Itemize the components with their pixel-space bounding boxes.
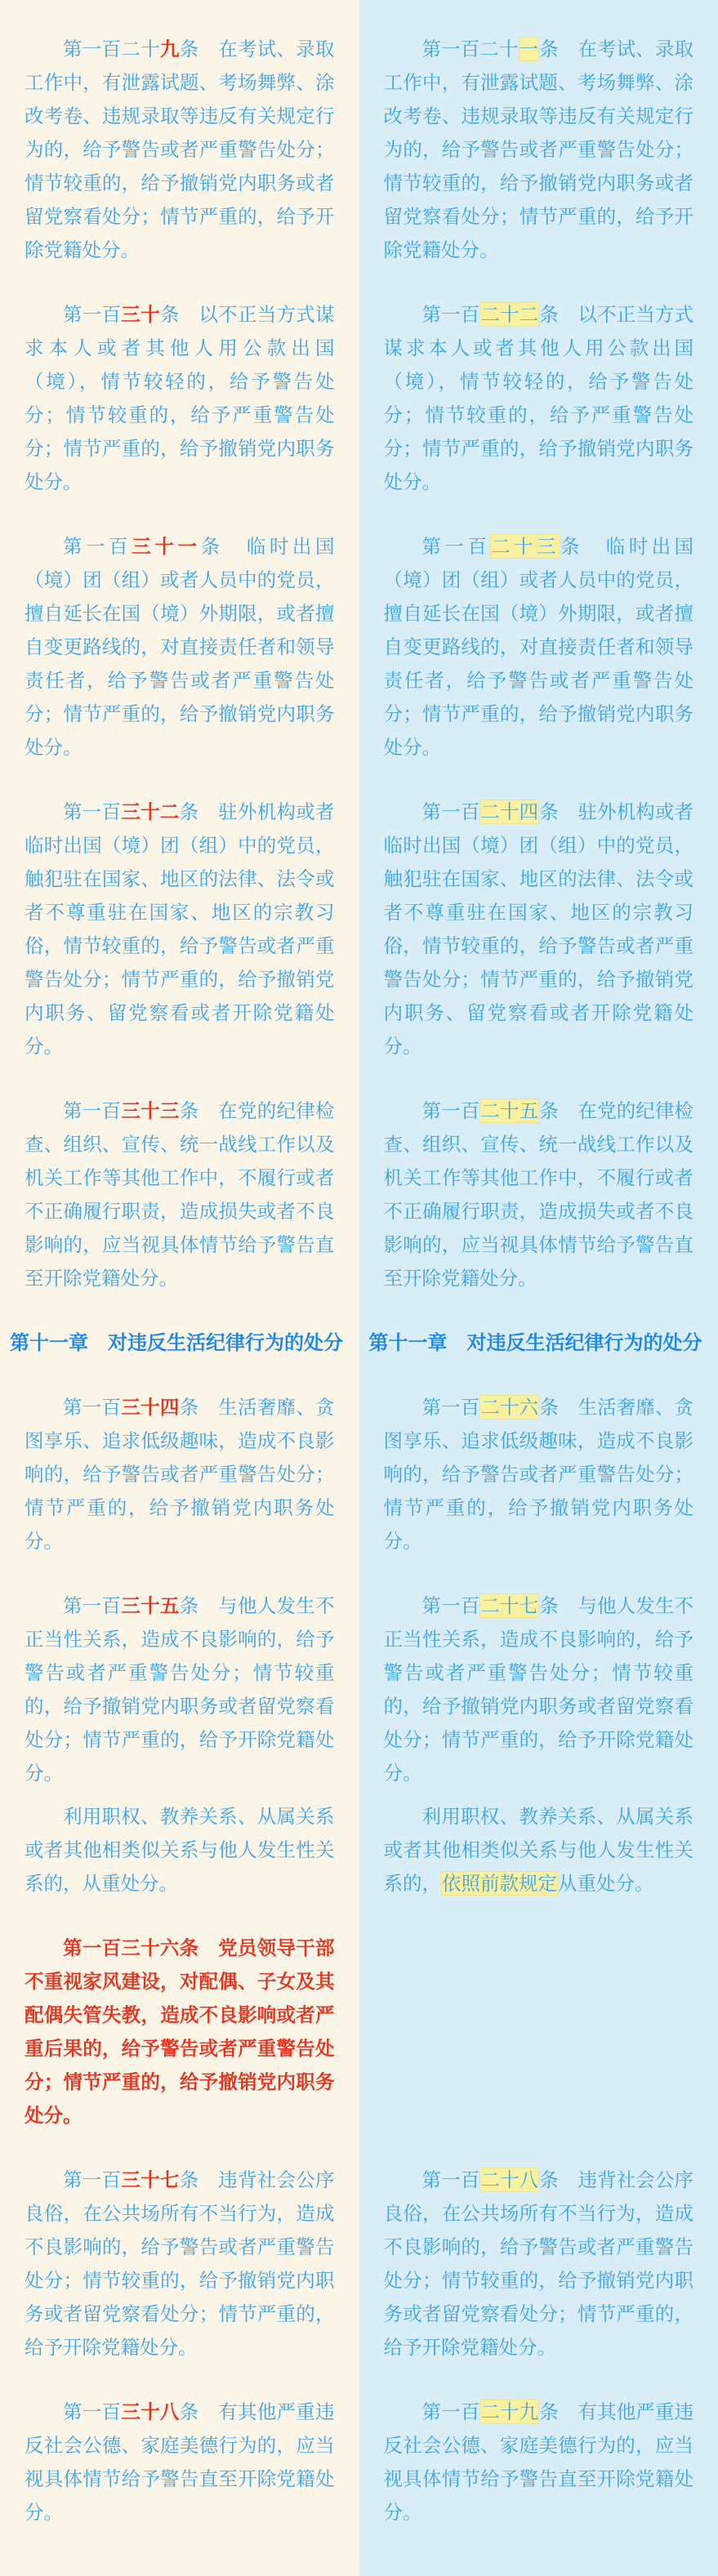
text-segment: 条 xyxy=(539,1595,559,1616)
highlighted-text: 依照前款规定 xyxy=(442,1873,557,1894)
text-segment: 利用职权、教养关系、从属关系或者其他相类似关系与他人发生性关系的，从重处分。 xyxy=(25,1806,335,1894)
text-segment: 条 xyxy=(539,1397,559,1418)
changed-article-number: 三十二 xyxy=(121,801,180,822)
current-version-cell xyxy=(0,1589,359,1932)
text-segment: 第一百二十 xyxy=(421,38,519,60)
text-segment: 条 xyxy=(179,1397,199,1418)
article-row xyxy=(0,1094,718,1326)
text-segment: 第一百 xyxy=(63,1595,122,1616)
article-paragraph xyxy=(25,33,335,267)
article-row xyxy=(0,2164,718,2396)
article-paragraph xyxy=(25,530,335,764)
previous-version-cell xyxy=(359,796,718,1094)
article-row xyxy=(0,0,718,298)
changed-article-number: 三十八 xyxy=(121,2401,180,2422)
text-segment: 条 xyxy=(179,2401,199,2422)
article-paragraph xyxy=(384,1391,694,1558)
article-row xyxy=(0,1589,718,1932)
text-segment: 驻外机构或者临时出国（境）团（组）中的党员，触犯驻在国家、地区的法律、法令或者不尊重驻在国家、地区的宗教习俗，情节较重的，给予警告或者严重警告处分；情节严重的，给予撤销党内职务、留党察看或者开除党籍处分。 xyxy=(383,801,694,1057)
article-paragraph xyxy=(384,33,694,267)
changed-article-number: 三十 xyxy=(121,304,160,325)
changed-article-number: 三十四 xyxy=(121,1397,180,1418)
article-row xyxy=(0,530,718,796)
current-version-cell xyxy=(0,298,359,530)
previous-version-cell xyxy=(359,1932,718,2164)
previous-version-cell xyxy=(359,1589,718,1932)
text-segment: 第一百 xyxy=(63,1397,122,1418)
changed-article-number: 三十七 xyxy=(121,2169,180,2190)
article-paragraph xyxy=(384,2396,694,2529)
previous-version-cell xyxy=(359,2396,718,2560)
current-version-cell xyxy=(0,1094,359,1326)
text-segment: 条 xyxy=(539,2401,559,2422)
text-segment: 在考试、录取工作中，有泄露试题、考场舞弊、涂改考卷、违规录取等违反有关规定行为的，给予警告或者严重警告处分；情节较重的，给予撤销党内职务或者留党察看处分；情节严重的，给予开除党籍处分。 xyxy=(25,38,335,261)
text-segment: 条 xyxy=(560,536,583,557)
changed-article-number: 九 xyxy=(159,38,180,60)
text-segment: 第一百 xyxy=(421,2169,480,2190)
current-version-cell xyxy=(0,0,359,298)
text-segment: 生活奢靡、贪图享乐、追求低级趣味，造成不良影响的，给予警告或者严重警告处分；情节严重的，给予撤销党内职务处分。 xyxy=(383,1397,694,1552)
text-segment: 条 xyxy=(179,1100,199,1121)
text-segment: 与他人发生不正当性关系，造成不良影响的，给予警告或者严重警告处分；情节较重的，给予撤销党内职务或者留党察看处分；情节严重的，给予开除党籍处分。 xyxy=(383,1595,694,1784)
current-version-cell xyxy=(0,530,359,796)
text-segment: 条 xyxy=(159,304,180,325)
previous-version-cell xyxy=(359,1326,718,1391)
text-segment: 第一百 xyxy=(421,536,491,557)
current-version-cell xyxy=(0,2164,359,2396)
text-segment: 第一百 xyxy=(63,2401,122,2422)
text-segment: 第一百 xyxy=(63,536,132,557)
highlighted-text: 二十八 xyxy=(480,2169,539,2190)
text-segment: 有其他严重违反社会公德、家庭美德行为的，应当视具体情节给予警告直至开除党籍处分。 xyxy=(383,2401,694,2523)
text-segment: 条 xyxy=(179,38,199,60)
highlighted-text: 二十二 xyxy=(480,304,539,325)
article-paragraph xyxy=(25,1800,335,1901)
highlighted-text: 二十四 xyxy=(480,801,539,822)
current-version-cell xyxy=(0,796,359,1094)
current-version-cell xyxy=(0,1391,359,1589)
text-segment: 以不正当方式谋求本人或者其他人用公款出国（境），情节较轻的，给予警告处分；情节较重的，给予严重警告处分；情节严重的，给予撤销党内职务处分。 xyxy=(383,304,694,492)
chapter-heading-row xyxy=(0,1326,718,1391)
text-segment: 条 xyxy=(539,801,559,822)
text-segment: 违背社会公序良俗，在公共场所有不当行为，造成不良影响的，给予警告或者严重警告处分；情节较重的，给予撤销党内职务或者留党察看处分；情节严重的，给予开除党籍处分。 xyxy=(383,2169,694,2358)
changed-article-number: 三十一 xyxy=(132,536,201,557)
chapter-heading: 第十一章 对违反生活纪律行为的处分 xyxy=(368,1332,702,1354)
article-paragraph xyxy=(384,1589,694,1790)
previous-version-cell xyxy=(359,1391,718,1589)
text-segment: 条 xyxy=(539,38,559,60)
previous-version-cell xyxy=(359,298,718,530)
text-segment: 条 xyxy=(539,1100,559,1121)
text-segment: 第一百 xyxy=(421,801,480,822)
text-segment: 第一百三十六条 党员领导干部不重视家风建设，对配偶、子女及其配偶失管失教，造成不良影响或者严重后果的，给予警告或者严重警告处分；情节严重的，给予撤销党内职务处分。 xyxy=(25,1937,335,2126)
text-segment: 条 xyxy=(179,801,199,822)
text-segment: 利用职权、教养关系、从属关系或者其他相类似关系与他人发生性关系的， xyxy=(383,1806,693,1894)
article-row xyxy=(0,1932,718,2164)
article-paragraph xyxy=(384,2164,694,2364)
article-paragraph xyxy=(25,1391,335,1558)
text-segment: 在党的纪律检查、组织、宣传、统一战线工作以及机关工作等其他工作中，不履行或者不正确履行职责，造成损失或者不良影响的，应当视具体情节给予警告直至开除党籍处分。 xyxy=(25,1100,335,1289)
text-segment: 在考试、录取工作中，有泄露试题、考场舞弊、涂改考卷、违规录取等违反有关规定行为的，给予警告或者严重警告处分；情节较重的，给予撤销党内职务或者留党察看处分；情节严重的，给予开除党籍处分。 xyxy=(383,38,694,261)
article-paragraph-changed xyxy=(25,1932,335,2133)
article-paragraph xyxy=(25,1589,335,1790)
text-segment: 条 xyxy=(200,536,224,557)
text-segment: 第一百 xyxy=(421,2401,480,2422)
article-row xyxy=(0,1391,718,1589)
text-segment: 第一百 xyxy=(63,1100,122,1121)
article-row xyxy=(0,796,718,1094)
article-paragraph xyxy=(384,530,694,764)
highlighted-text: 二十三 xyxy=(491,536,560,557)
text-segment: 违背社会公序良俗，在公共场所有不当行为，造成不良影响的，给予警告或者严重警告处分；情节较重的，给予撤销党内职务或者留党察看处分；情节严重的，给予开除党籍处分。 xyxy=(25,2169,335,2358)
article-paragraph xyxy=(25,2164,335,2364)
highlighted-text: 二十六 xyxy=(480,1397,539,1418)
previous-version-cell xyxy=(359,0,718,298)
highlighted-text: 二十五 xyxy=(480,1100,539,1121)
current-version-cell xyxy=(0,2396,359,2560)
text-segment: 条 xyxy=(539,2169,559,2190)
article-paragraph xyxy=(25,1094,335,1295)
article-paragraph xyxy=(384,1094,694,1295)
highlighted-text: 一 xyxy=(519,38,539,60)
text-segment: 在党的纪律检查、组织、宣传、统一战线工作以及机关工作等其他工作中，不履行或者不正确履行职责，造成损失或者不良影响的，应当视具体情节给予警告直至开除党籍处分。 xyxy=(383,1100,694,1289)
article-paragraph xyxy=(384,1800,694,1901)
text-segment: 第一百 xyxy=(63,304,122,325)
current-version-cell xyxy=(0,1326,359,1391)
article-paragraph xyxy=(384,796,694,1063)
article-paragraph xyxy=(25,298,335,499)
text-segment: 第一百 xyxy=(421,1595,480,1616)
previous-version-cell xyxy=(359,1094,718,1326)
current-version-cell xyxy=(0,1932,359,2164)
article-paragraph xyxy=(25,2396,335,2529)
changed-article-number: 三十三 xyxy=(121,1100,180,1121)
text-segment: 以不正当方式谋求本人或者其他人用公款出国（境），情节较轻的，给予警告处分；情节较重的，给予严重警告处分；情节严重的，给予撤销党内职务处分。 xyxy=(25,304,335,492)
text-segment: 生活奢靡、贪图享乐、追求低级趣味，造成不良影响的，给予警告或者严重警告处分；情节严重的，给予撤销党内职务处分。 xyxy=(25,1397,335,1552)
chapter-heading: 第十一章 对违反生活纪律行为的处分 xyxy=(10,1332,343,1354)
text-segment: 条 xyxy=(539,304,559,325)
article-row xyxy=(0,2396,718,2560)
article-paragraph xyxy=(384,298,694,499)
text-segment: 条 xyxy=(179,1595,199,1616)
highlighted-text: 二十七 xyxy=(480,1595,539,1616)
text-segment: 第一百 xyxy=(421,304,480,325)
text-segment: 临时出国（境）团（组）或者人员中的党员，擅自延长在国（境）外期限，或者擅自变更路线的，对直接责任者和领导责任者，给予警告或者严重警告处分；情节严重的，给予撤销党内职务处分。 xyxy=(383,536,694,758)
article-paragraph xyxy=(25,796,335,1063)
text-segment: 第一百 xyxy=(421,1100,480,1121)
changed-article-number: 三十五 xyxy=(121,1595,180,1616)
highlighted-text: 二十九 xyxy=(480,2401,539,2422)
previous-version-cell xyxy=(359,530,718,796)
text-segment: 第一百 xyxy=(63,801,122,822)
text-segment: 与他人发生不正当性关系，造成不良影响的，给予警告或者严重警告处分；情节较重的，给予撤销党内职务或者留党察看处分；情节严重的，给予开除党籍处分。 xyxy=(25,1595,335,1784)
text-segment: 第一百 xyxy=(421,1397,480,1418)
text-segment: 第一百二十 xyxy=(63,38,160,60)
text-segment: 条 xyxy=(179,2169,199,2190)
text-segment: 从重处分。 xyxy=(558,1873,654,1894)
text-segment: 有其他严重违反社会公德、家庭美德行为的，应当视具体情节给予警告直至开除党籍处分。 xyxy=(25,2401,335,2523)
previous-version-cell xyxy=(359,2164,718,2396)
text-segment: 第一百 xyxy=(63,2169,122,2190)
text-segment: 驻外机构或者临时出国（境）团（组）中的党员，触犯驻在国家、地区的法律、法令或者不尊重驻在国家、地区的宗教习俗，情节较重的，给予警告或者严重警告处分；情节严重的，给予撤销党内职务、留党察看或者开除党籍处分。 xyxy=(25,801,335,1057)
text-segment: 临时出国（境）团（组）或者人员中的党员，擅自延长在国（境）外期限，或者擅自变更路线的，对直接责任者和领导责任者，给予警告或者严重警告处分；情节严重的，给予撤销党内职务处分。 xyxy=(25,536,335,758)
article-row xyxy=(0,298,718,530)
